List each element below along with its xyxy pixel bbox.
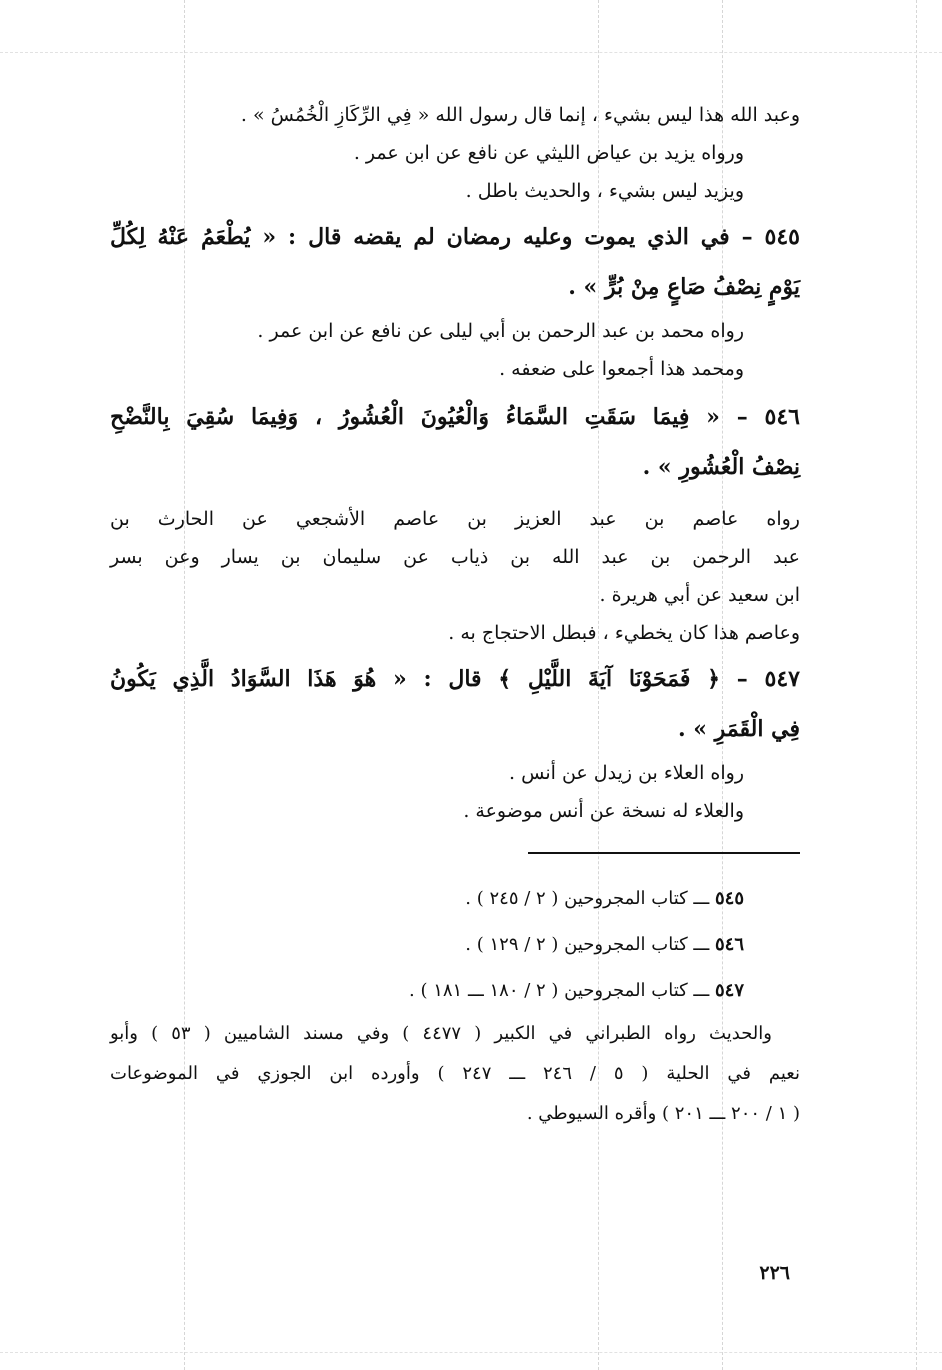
intro-line: وعبد الله هذا ليس بشيء ، إنما قال رسول الله « فِي الرِّكَازِ الْخُمُسُ » . (240, 104, 800, 126)
scan-guide (0, 52, 942, 53)
footnote-text: ـــ كتاب المجروحين ( ٢ / ٢٤٥ ) . (465, 888, 710, 909)
footnote-item (110, 922, 800, 968)
entry-heading-cont: فِي الْقَمَرِ » . (677, 716, 800, 742)
intro-line: ويزيد ليس بشيء ، والحديث باطل . (465, 180, 744, 202)
entry-note: رواه عاصم بن عبد العزيز بن عاصم الأشجعي عن الحارث بن (110, 508, 800, 530)
entry-note: رواه العلاء بن زيدل عن أنس . (509, 762, 744, 784)
footnotes (110, 876, 800, 1134)
footnote-paragraph-line: والحديث رواه الطبراني في الكبير ( ٤٤٧٧ ) وفي مسند الشاميين ( ٥٣ ) وأبو (110, 1023, 772, 1044)
entry-note: رواه محمد بن عبد الرحمن بن أبي ليلى عن نافع عن ابن عمر . (257, 320, 744, 342)
footnote-number: ٥٤٥ (714, 888, 744, 909)
intro-block (110, 96, 800, 210)
entry-546 (110, 392, 800, 652)
entry-heading-cont: نِصْفُ الْعُشُورِ » . (642, 454, 800, 480)
entry-heading: ٥٤٥ – في الذي يموت وعليه رمضان لم يقضه قال : « يُطْعَمُ عَنْهُ لِكُلِّ (110, 224, 800, 250)
footnote-text: ـــ كتاب المجروحين ( ٢ / ١٢٩ ) . (465, 934, 710, 955)
page-number: ٢٢٦ (759, 1262, 790, 1284)
entry-heading-cont: يَوْمٍ نِصْفُ صَاعٍ مِنْ بُرٍّ » . (568, 274, 800, 300)
entry-heading: ٥٤٧ – ﴿ فَمَحَوْنَا آيَةَ اللَّيْلِ ﴾ قال : « هُوَ هَذَا السَّوَادُ الَّذِي يَكُونُ (110, 666, 800, 692)
footnote-item (110, 876, 800, 922)
footnote-number: ٥٤٦ (714, 934, 744, 955)
footnote-text: ـــ كتاب المجروحين ( ٢ / ١٨٠ ـــ ١٨١ ) . (409, 980, 710, 1001)
entry-547 (110, 654, 800, 830)
entry-note: ومحمد هذا أجمعوا على ضعفه . (499, 358, 744, 380)
entry-545 (110, 212, 800, 388)
document-page (110, 96, 800, 1134)
entry-heading: ٥٤٦ – « فِيمَا سَقَتِ السَّمَاءُ وَالْعُيُونَ الْعُشُورُ ، وَفِيمَا سُقِيَ بِالنَّضْحِ (110, 404, 800, 430)
footnote-paragraph-line: نعيم في الحلية ( ٥ / ٢٤٦ ـــ ٢٤٧ ) وأورده ابن الجوزي في الموضوعات (110, 1063, 800, 1084)
footnote-number: ٥٤٧ (714, 980, 744, 1001)
footnote-separator (528, 852, 800, 854)
entry-note: والعلاء له نسخة عن أنس موضوعة . (463, 800, 744, 822)
footnote-item (110, 968, 800, 1014)
entry-note: عبد الرحمن بن عبد الله بن ذياب عن سليمان بن يسار وعن بسر (110, 546, 800, 568)
footnote-paragraph-line: ( ١ / ٢٠٠ ـــ ٢٠١ ) وأقره السيوطي . (526, 1103, 800, 1124)
scan-guide (0, 1352, 942, 1353)
entry-note: ابن سعيد عن أبي هريرة . (599, 584, 800, 606)
entry-note: وعاصم هذا كان يخطيء ، فبطل الاحتجاج به . (448, 622, 800, 644)
scan-guide (916, 0, 917, 1370)
intro-line: ورواه يزيد بن عياض الليثي عن نافع عن ابن عمر . (353, 142, 744, 164)
